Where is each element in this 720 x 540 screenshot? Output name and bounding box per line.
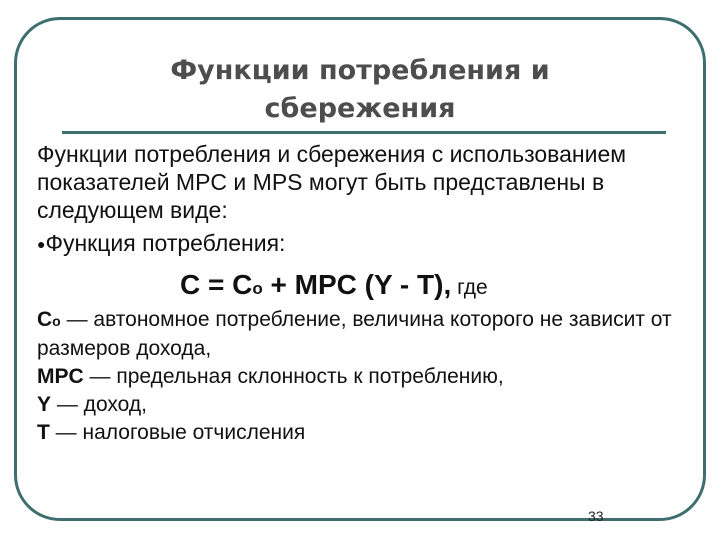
definition-term-subscript: o <box>52 313 61 329</box>
bullet-consumption-function <box>37 229 285 258</box>
definition-text: — предельная склонность к потреблению, <box>83 365 504 388</box>
formula-left: C = C <box>180 269 253 300</box>
formula-left-subscript: o <box>252 279 263 298</box>
definition-item <box>37 306 697 363</box>
formula-where: где <box>451 276 488 299</box>
definition-text: — доход, <box>51 393 147 416</box>
slide-title: Функции потребления и сбережения <box>170 55 550 124</box>
formula-right: + MPC (Y - T), <box>262 269 452 300</box>
definition-term: C <box>37 308 53 331</box>
definition-text: — налоговые отчисления <box>49 421 306 444</box>
page-number: 33 <box>588 508 604 524</box>
definitions-list <box>37 306 697 447</box>
definition-term: T <box>37 421 50 444</box>
definition-item <box>37 391 697 419</box>
bullet-label: Функция потребления: <box>45 230 286 256</box>
intro-paragraph: Функции потребления и сбережения с использованием показателей MPC и MPS могут быть представлены в следующем виде: <box>37 141 627 223</box>
definition-term: Y <box>37 393 52 416</box>
title-divider <box>62 131 666 134</box>
definition-item <box>37 363 697 391</box>
consumption-formula <box>180 269 488 305</box>
definition-item <box>37 419 697 447</box>
bullet-icon: ● <box>37 236 46 252</box>
definition-text: — автономное потребление, величина которого не зависит от размеров дохода, <box>37 308 672 360</box>
definition-term: MPC <box>37 365 84 388</box>
